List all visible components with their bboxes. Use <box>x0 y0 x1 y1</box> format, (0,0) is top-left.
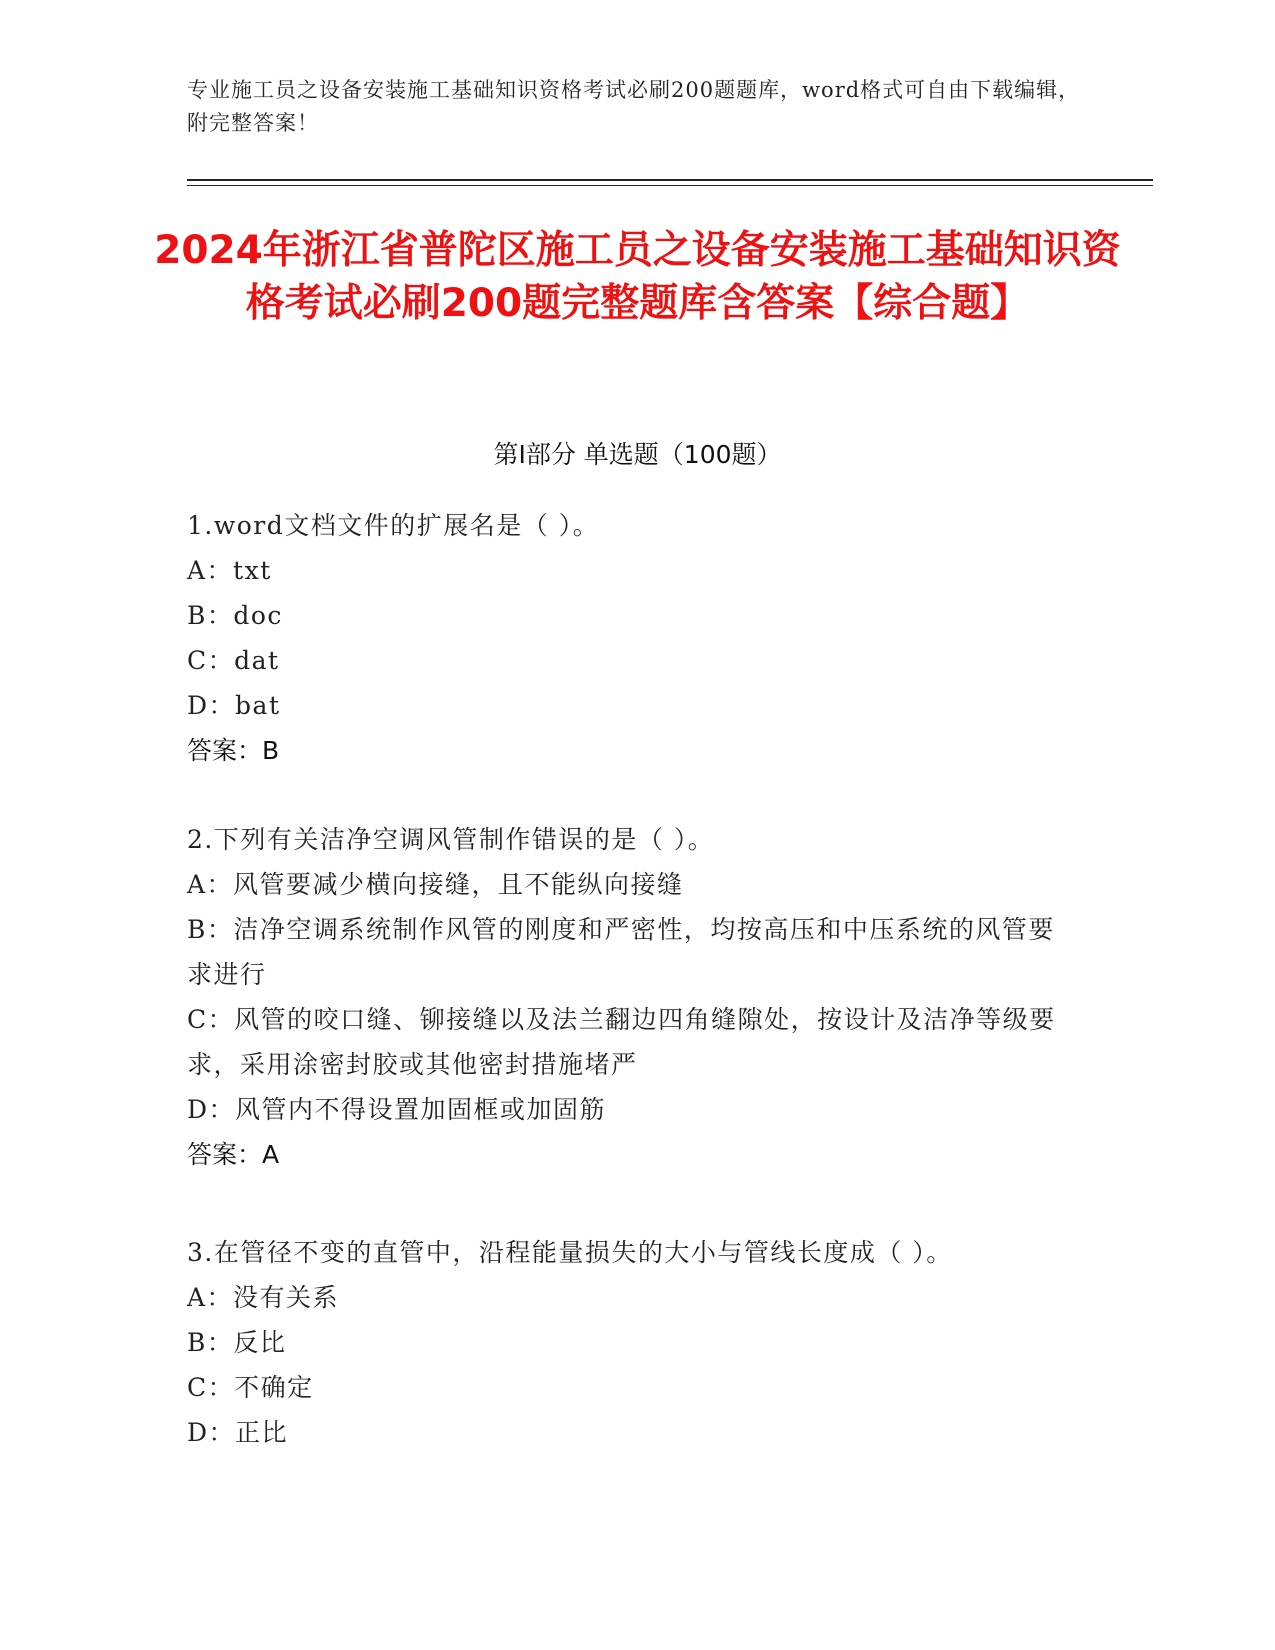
header-divider-thick <box>187 179 1153 181</box>
option-c: C：风管的咬口缝、铆接缝以及法兰翻边四角缝隙处，按设计及洁净等级要求，采用涂密封胶或其他密封措施堵严 <box>187 1005 1056 1079</box>
question-3 <box>187 1230 1077 1455</box>
option-c: C：dat <box>187 646 280 675</box>
question-1 <box>187 503 1077 773</box>
option-a: A：风管要减少横向接缝，且不能纵向接缝 <box>187 870 684 899</box>
option-b: B：洁净空调系统制作风管的刚度和严密性，均按高压和中压系统的风管要求进行 <box>187 915 1055 989</box>
question-stem: 1.word文档文件的扩展名是（ ）。 <box>187 511 600 540</box>
option-d: D：正比 <box>187 1418 289 1447</box>
question-stem: 3.在管径不变的直管中，沿程能量损失的大小与管线长度成（ ）。 <box>187 1238 953 1267</box>
option-a: A：txt <box>187 556 272 585</box>
document-title: 2024年浙江省普陀区施工员之设备安装施工基础知识资格考试必刷200题完整题库含答案【综合题】 <box>154 228 1121 326</box>
section-heading: 第I部分 单选题（100题） <box>493 440 782 469</box>
header-note: 专业施工员之设备安装施工基础知识资格考试必刷200题题库，word格式可自由下载编辑，附完整答案！ <box>187 78 1081 135</box>
option-a: A：没有关系 <box>187 1283 340 1312</box>
option-d: D：风管内不得设置加固框或加固筋 <box>187 1095 607 1124</box>
answer: 答案：A <box>187 1140 280 1169</box>
option-c: C：不确定 <box>187 1373 314 1402</box>
answer: 答案：B <box>187 736 280 765</box>
option-d: D：bat <box>187 691 281 720</box>
question-stem: 2.下列有关洁净空调风管制作错误的是（ ）。 <box>187 825 715 854</box>
option-b: B：doc <box>187 601 283 630</box>
question-2 <box>187 817 1077 1177</box>
option-b: B：反比 <box>187 1328 287 1357</box>
header-divider-thin <box>187 185 1153 186</box>
